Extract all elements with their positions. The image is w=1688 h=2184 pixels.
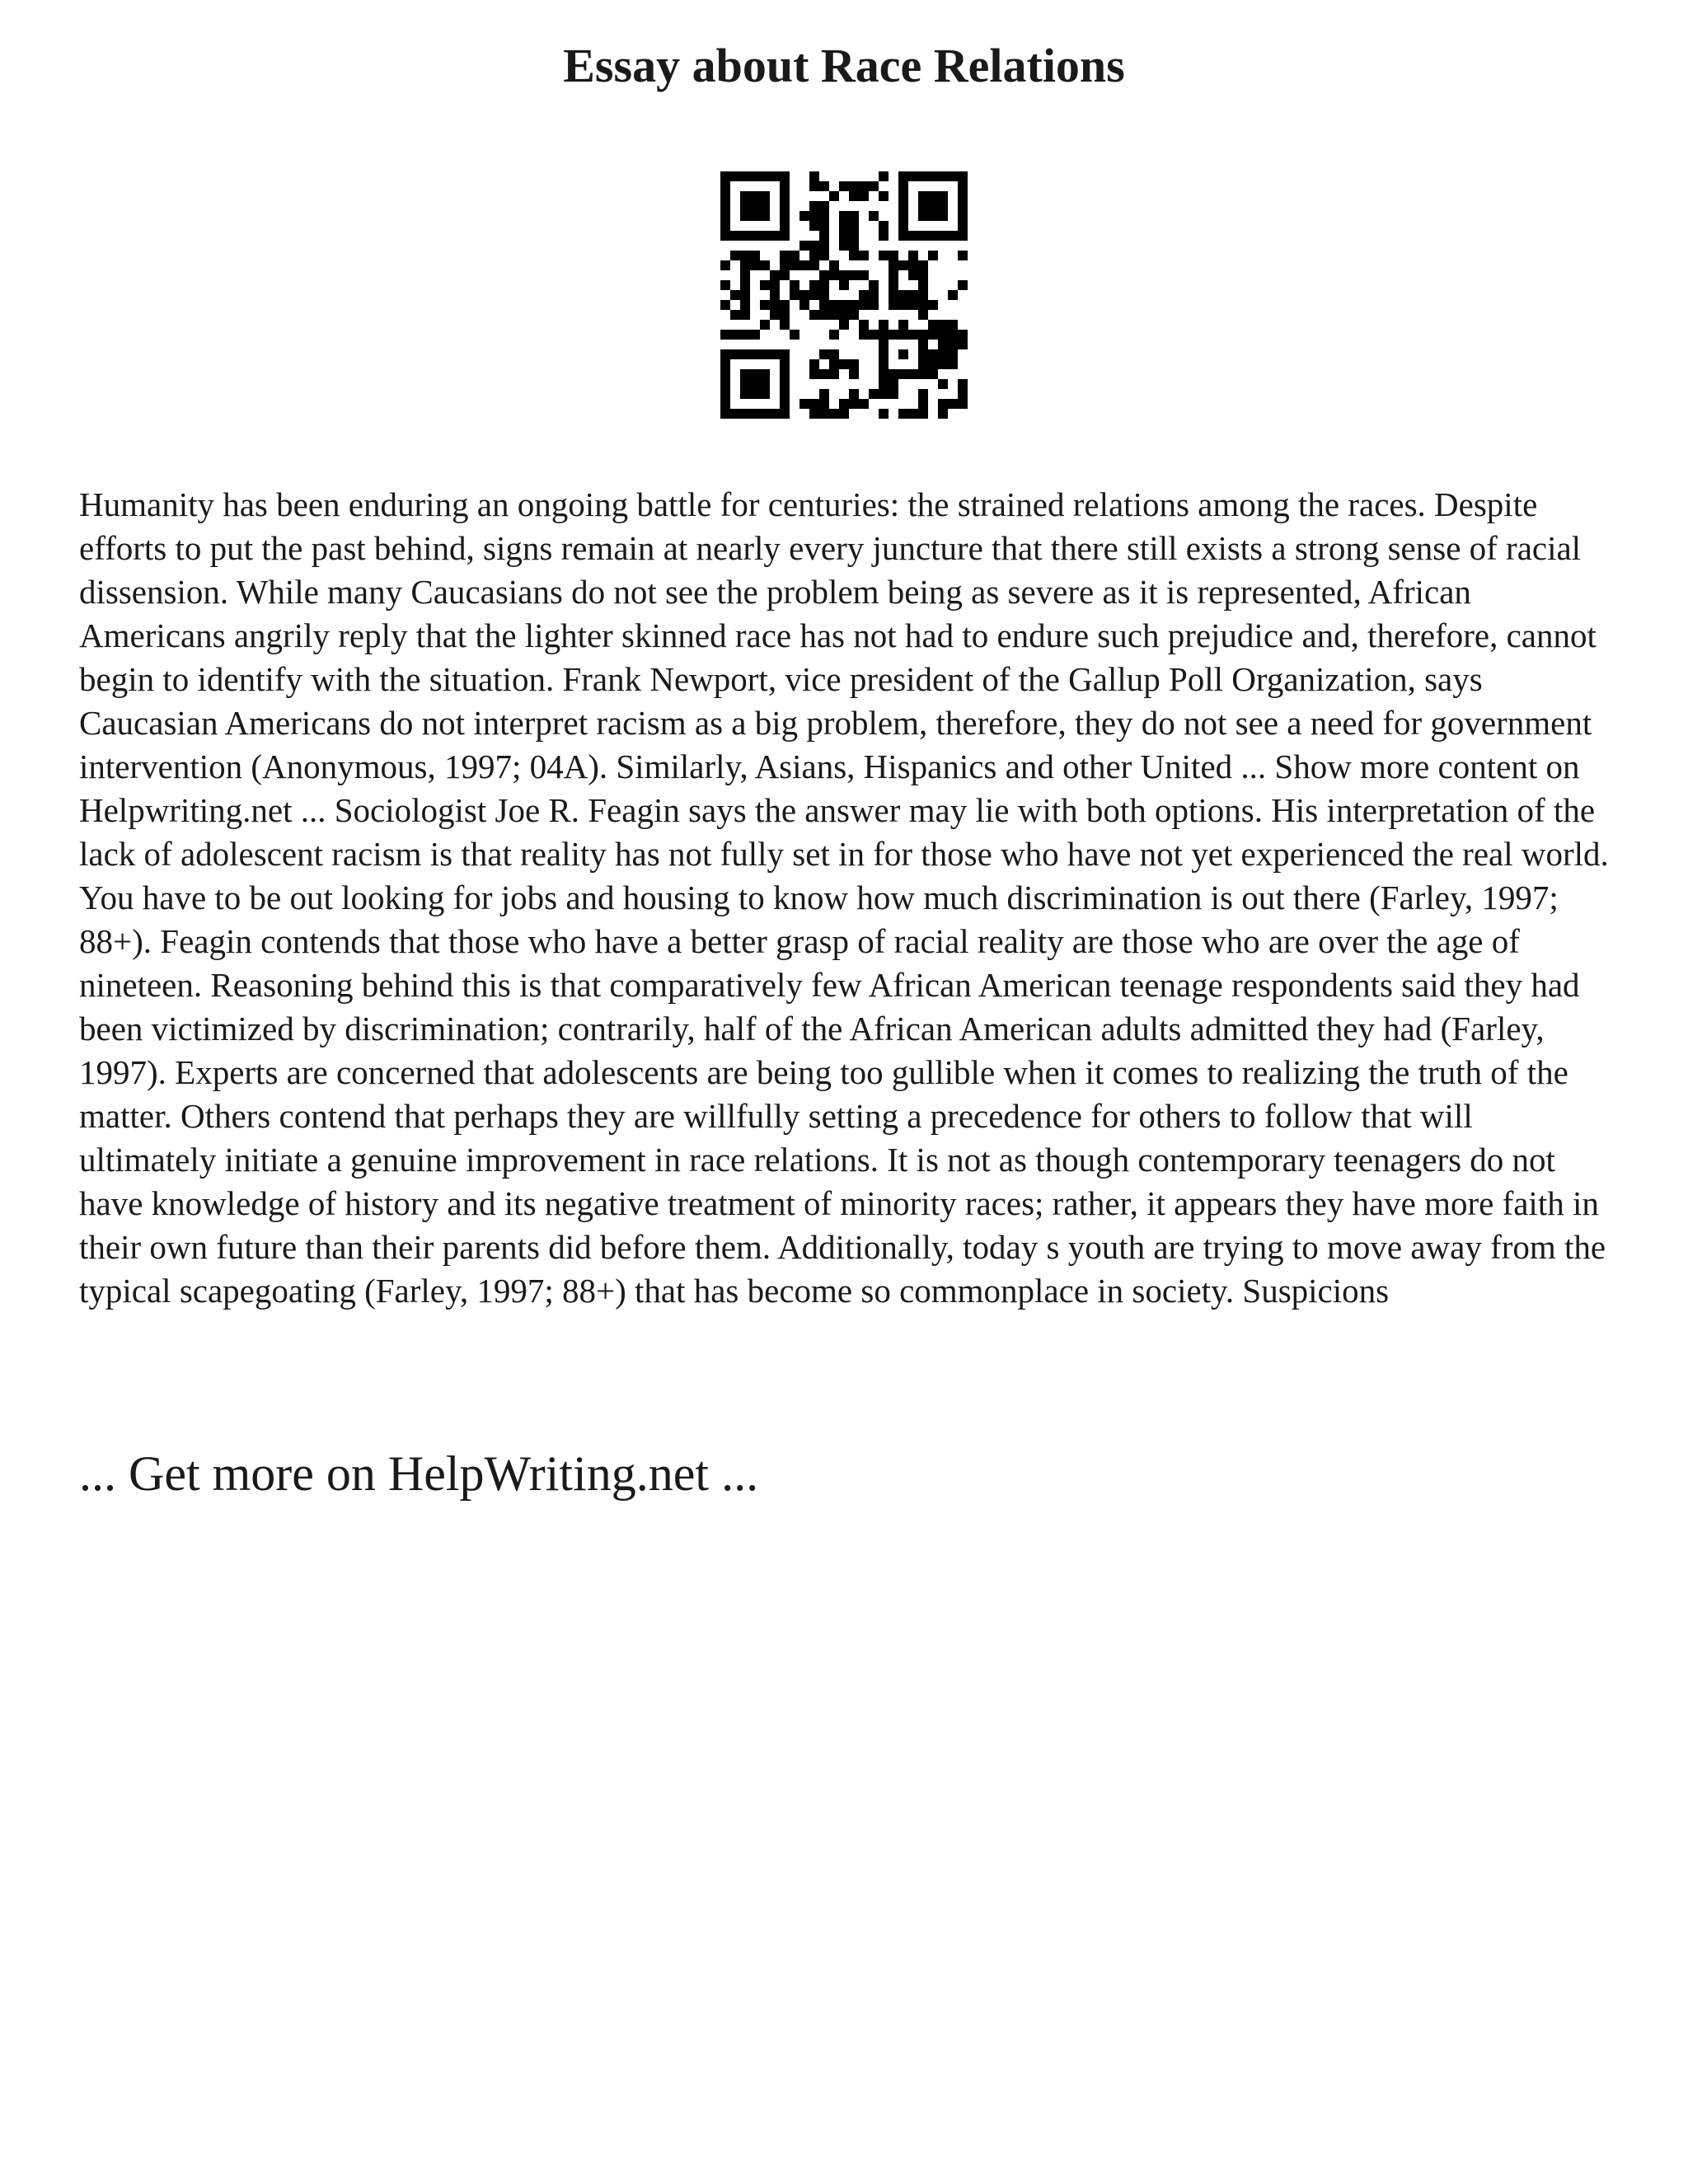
qr-code-graphic	[720, 171, 968, 419]
essay-body: Humanity has been enduring an ongoing battle for centuries: the strained relations among the races. Despite efforts to put the past behind, signs remain at nearly every juncture that there still exists a strong sense of racial dissension. While many Caucasians do not see the problem being as severe as it is represented, African Americans angrily reply that the lighter skinned race has not had to endure such prejudice and, therefore, cannot begin to identify with the situation. Frank Newport, vice president of the Gallup Poll Organization, says Caucasian Americans do not interpret racism as a big problem, therefore, they do not see a need for government intervention (Anonymous, 1997; 04A). Similarly, Asians, Hispanics and other United ... Show more content on Helpwriting.net ... Sociologist Joe R. Feagin says the answer may lie with both options. His interpretation of the lack of adolescent racism is that reality has not fully set in for those who have not yet experienced the real world. You have to be out looking for jobs and housing to know how much discrimination is out there (Farley, 1997; 88+). Feagin contends that those who have a better grasp of racial reality are those who are over the age of nineteen. Reasoning behind this is that comparatively few African American teenage respondents said they had been victimized by discrimination; contrarily, half of the African American adults admitted they had (Farley, 1997). Experts are concerned that adolescents are being too gullible when it comes to realizing the truth of the matter. Others contend that perhaps they are willfully setting a precedence for others to follow that will ultimately initiate a genuine improvement in race relations. It is not as though contemporary teenagers do not have knowledge of history and its negative treatment of minority races; rather, it appears they have more faith in their own future than their parents did before them. Additionally, today s youth are trying to move away from the typical scapegoating (Farley, 1997; 88+) that has become so commonplace in society. Suspicions	[79, 485, 1609, 1310]
get-more-link[interactable]: ... Get more on HelpWriting.net ...	[79, 1446, 759, 1501]
document-title: Essay about Race Relations	[563, 39, 1125, 92]
qr-code-icon	[720, 171, 968, 419]
